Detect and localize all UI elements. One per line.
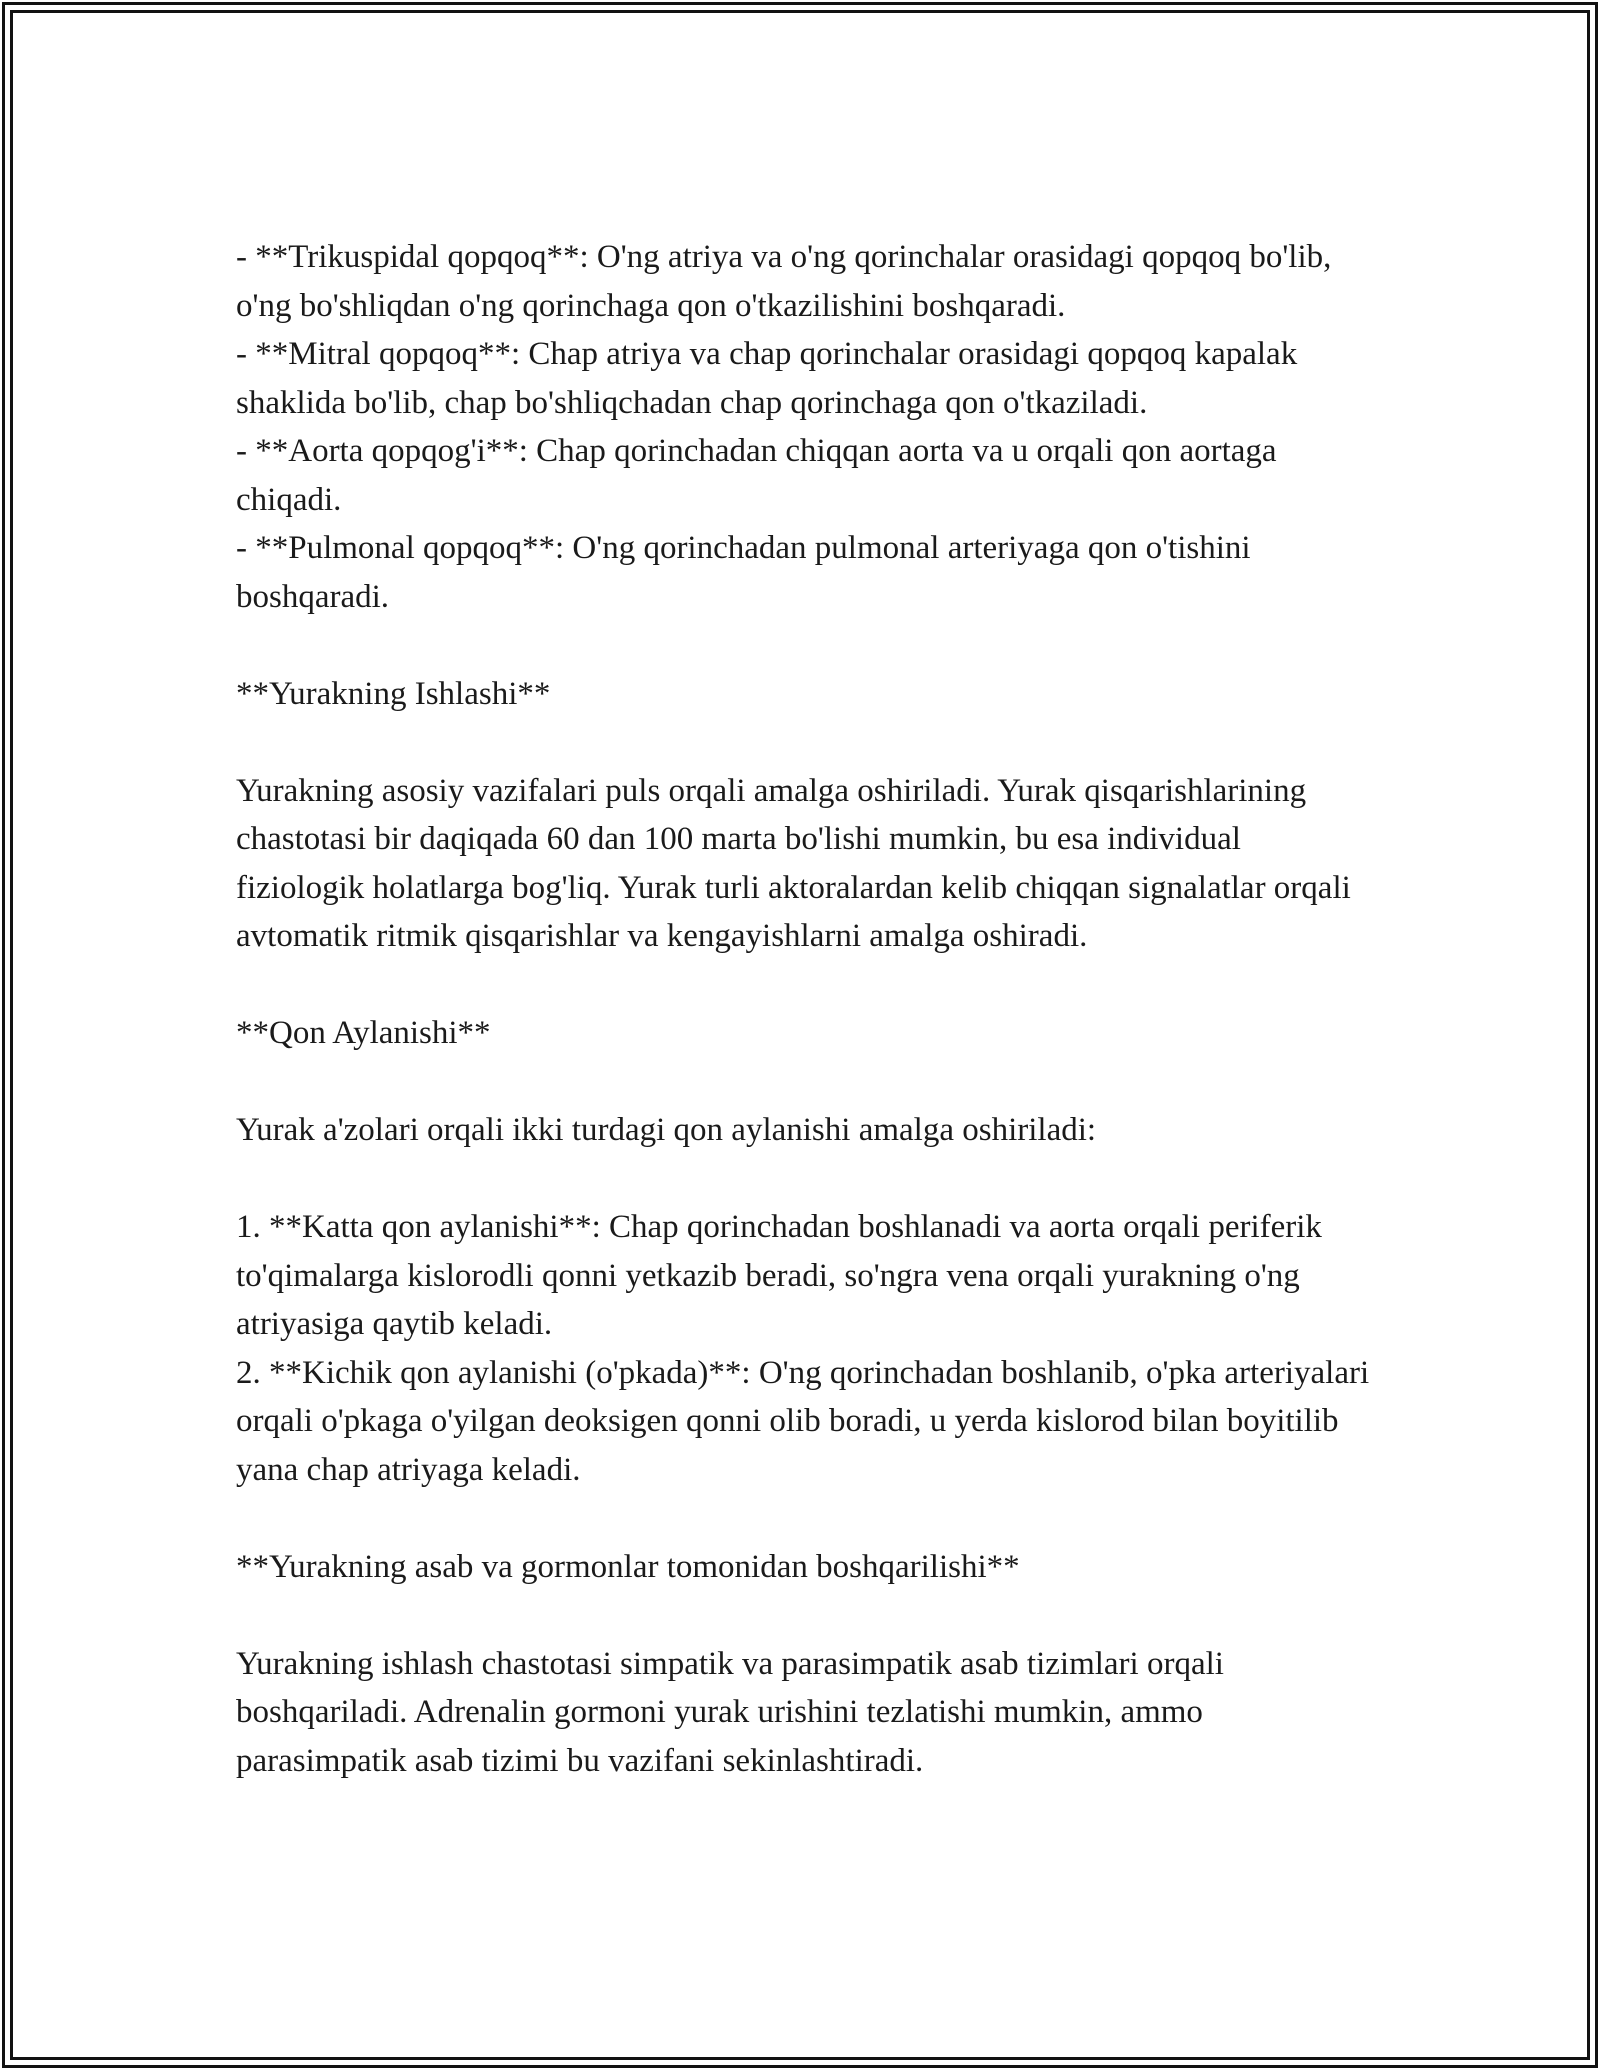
valve-item-mitral: - **Mitral qopqoq**: Chap atriya va chap qorinchalar orasidagi qopqoq kapalak shaklida bo'lib, chap bo'shliqchadan chap qorinchaga qon o'tkaziladi. [236, 336, 1298, 421]
paragraph-gap [236, 1494, 1376, 1543]
circulation-item-pulmonary: 2. **Kichik qon aylanishi (o'pkada)**: O'ng qorinchadan boshlanib, o'pka arteriyalari orqali o'pkaga o'yilgan deoksigen qonni olib boradi, u yerda kislorod bilan boyitilib yana chap atriyaga keladi. [236, 1354, 1370, 1488]
heading-circulation: **Qon Aylanishi** [236, 1015, 491, 1051]
heading-regulation: **Yurakning asab va gormonlar tomonidan boshqarilishi** [236, 1548, 1020, 1585]
paragraph-gap [236, 961, 1376, 1010]
paragraph-gap [236, 1591, 1376, 1640]
paragraph-heart-function: Yurakning asosiy vazifalari puls orqali amalga oshiriladi. Yurak qisqarishlarining chastotasi bir daqiqada 60 dan 100 marta bo'lishi mumkin, bu esa individual fiziologik holatlarga bog'liq. Yurak turli aktoralardan kelib chiqqan signalatlar orqali avtomatik ritmik qisqarishlar va kengayishlarni amalga oshiradi. [236, 772, 1351, 954]
document-body [236, 233, 1376, 1785]
paragraph-regulation: Yurakning ishlash chastotasi simpatik va parasimpatik asab tizimlari orqali boshqariladi. Adrenalin gormoni yurak urishini tezlatishi mumkin, ammo parasimpatik asab tizimi bu vazifani sekinlashtiradi. [236, 1645, 1224, 1779]
heading-heart-function: **Yurakning Ishlashi** [236, 675, 551, 712]
circulation-item-systemic: 1. **Katta qon aylanishi**: Chap qorinchadan boshlanadi va aorta orqali periferik to'qimalarga kislorodli qonni yetkazib beradi, so'ngra vena orqali yurakning o'ng atriyasiga qaytib keladi. [236, 1209, 1322, 1342]
valve-item-trikuspidal: - **Trikuspidal qopqoq**: O'ng atriya va o'ng qorinchalar orasidagi qopqoq bo'lib, o'ng bo'shliqdan o'ng qorinchaga qon o'tkazilishini boshqaradi. [236, 239, 1332, 324]
paragraph-gap [236, 1058, 1376, 1107]
paragraph-circulation-intro: Yurak a'zolari orqali ikki turdagi qon aylanishi amalga oshiriladi: [236, 1112, 1097, 1148]
valve-item-pulmonal: - **Pulmonal qopqoq**: O'ng qorinchadan pulmonal arteriyaga qon o'tishini boshqaradi. [236, 530, 1251, 615]
paragraph-gap [236, 718, 1376, 767]
valve-item-aorta: - **Aorta qopqog'i**: Chap qorinchadan chiqqan aorta va u orqali qon aortaga chiqadi. [236, 433, 1277, 518]
paragraph-gap [236, 1155, 1376, 1204]
paragraph-gap [236, 621, 1376, 670]
